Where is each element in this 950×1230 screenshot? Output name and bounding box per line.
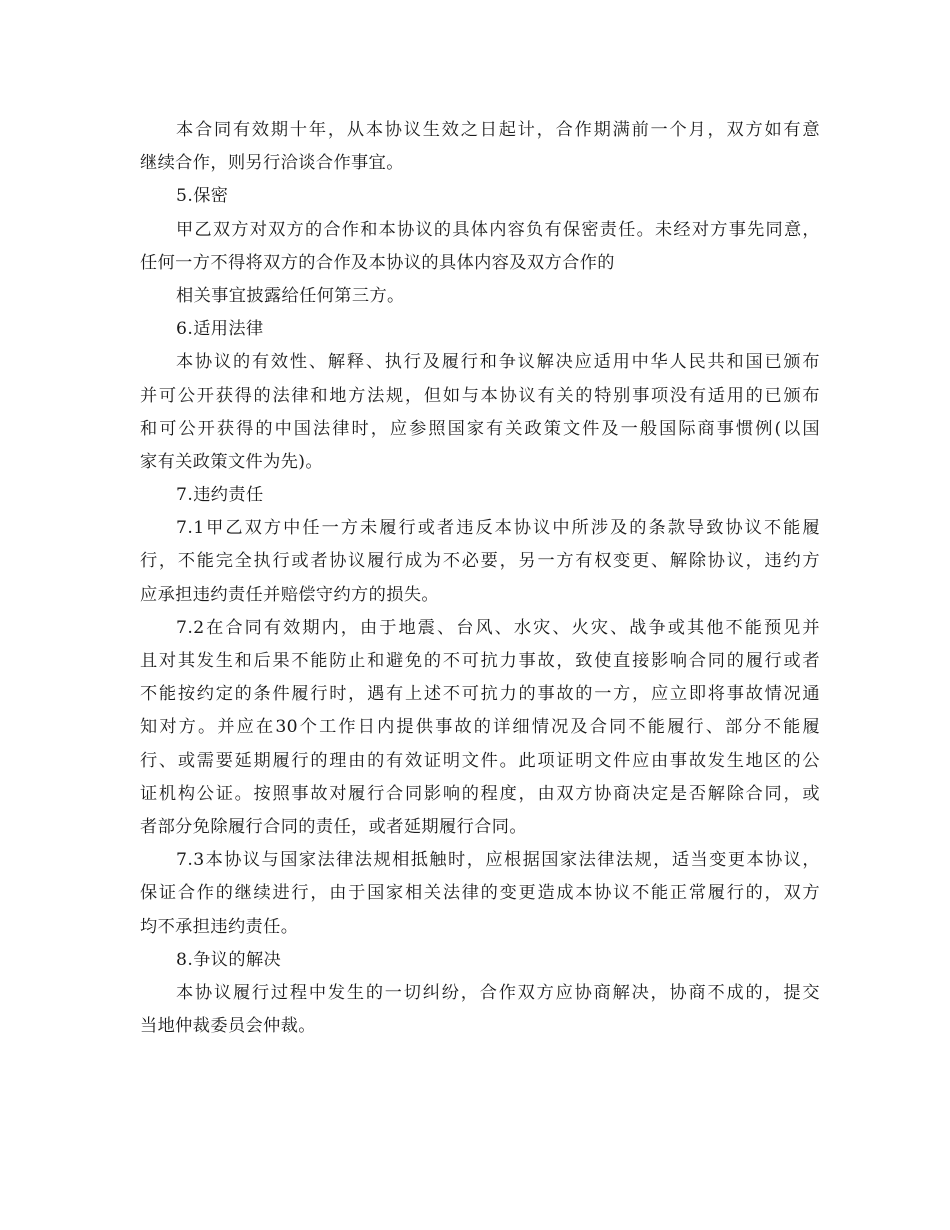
- section-heading: 7.违约责任: [176, 485, 264, 506]
- paragraph-line: 相关事宜披露给任何第三方。: [176, 285, 405, 306]
- paragraph-line: 不能按约定的条件履行时，遇有上述不可抗力的事故的一方，应立即将事故情况通: [140, 684, 820, 705]
- paragraph-line: 并可公开获得的法律和地方法规，但如与本协议有关的特别事项没有适用的已颁布: [140, 385, 820, 406]
- paragraph-line: 者部分免除履行合同的责任，或者延期履行合同。: [140, 816, 527, 837]
- paragraph-line: 且对其发生和后果不能防止和避免的不可抗力事故，致使直接影响合同的履行或者: [140, 651, 820, 671]
- paragraph-line: 任何一方不得将双方的合作及本协议的具体内容及双方合作的: [140, 252, 615, 273]
- section-heading: 6.适用法律: [176, 319, 264, 340]
- paragraph-line: 行，不能完全执行或者协议履行成为不必要，另一方有权变更、解除协议，违约方: [140, 551, 820, 572]
- paragraph-line: 和可公开获得的中国法律时，应参照国家有关政策文件及一般国际商事惯例(以国: [140, 418, 820, 439]
- paragraph-line: 7.2在合同有效期内，由于地震、台风、水灾、火灾、战争或其他不能预见并: [176, 617, 820, 638]
- section-heading: 5.保密: [176, 186, 229, 207]
- paragraph-line: 均不承担违约责任。: [140, 916, 299, 937]
- paragraph-line: 本合同有效期十年，从本协议生效之日起计，合作期满前一个月，双方如有意: [176, 120, 820, 140]
- paragraph-line: 行、或需要延期履行的理由的有效证明文件。此项证明文件应由事故发生地区的公: [140, 750, 820, 771]
- paragraph-line: 保证合作的继续进行，由于国家相关法律的变更造成本协议不能正常履行的，双方: [140, 883, 820, 904]
- paragraph-line: 当地仲裁委员会仲裁。: [140, 1016, 316, 1037]
- paragraph-line: 继续合作，则另行洽谈合作事宜。: [140, 153, 404, 174]
- paragraph-line: 本协议履行过程中发生的一切纠纷，合作双方应协商解决，协商不成的，提交: [176, 982, 820, 1003]
- paragraph-line: 知对方。并应在30个工作日内提供事故的详细情况及合同不能履行、部分不能履: [140, 717, 820, 738]
- paragraph-line: 家有关政策文件为先)。: [140, 451, 323, 472]
- paragraph-line: 甲乙双方对双方的合作和本协议的具体内容负有保密责任。未经对方事先同意，: [176, 219, 820, 240]
- section-heading: 8.争议的解决: [176, 949, 282, 970]
- paragraph-line: 证机构公证。按照事故对履行合同影响的程度，由双方协商决定是否解除合同，或: [140, 783, 820, 804]
- paragraph-line: 应承担违约责任并赔偿守约方的损失。: [140, 584, 439, 605]
- paragraph-line: 7.3本协议与国家法律法规相抵触时，应根据国家法律法规，适当变更本协议，: [176, 850, 820, 871]
- document-body: [140, 114, 820, 1043]
- paragraph-line: 7.1甲乙双方中任一方未履行或者违反本协议中所涉及的条款导致协议不能履: [176, 518, 820, 539]
- paragraph-line: 本协议的有效性、解释、执行及履行和争议解决应适用中华人民共和国已颁布: [176, 352, 820, 373]
